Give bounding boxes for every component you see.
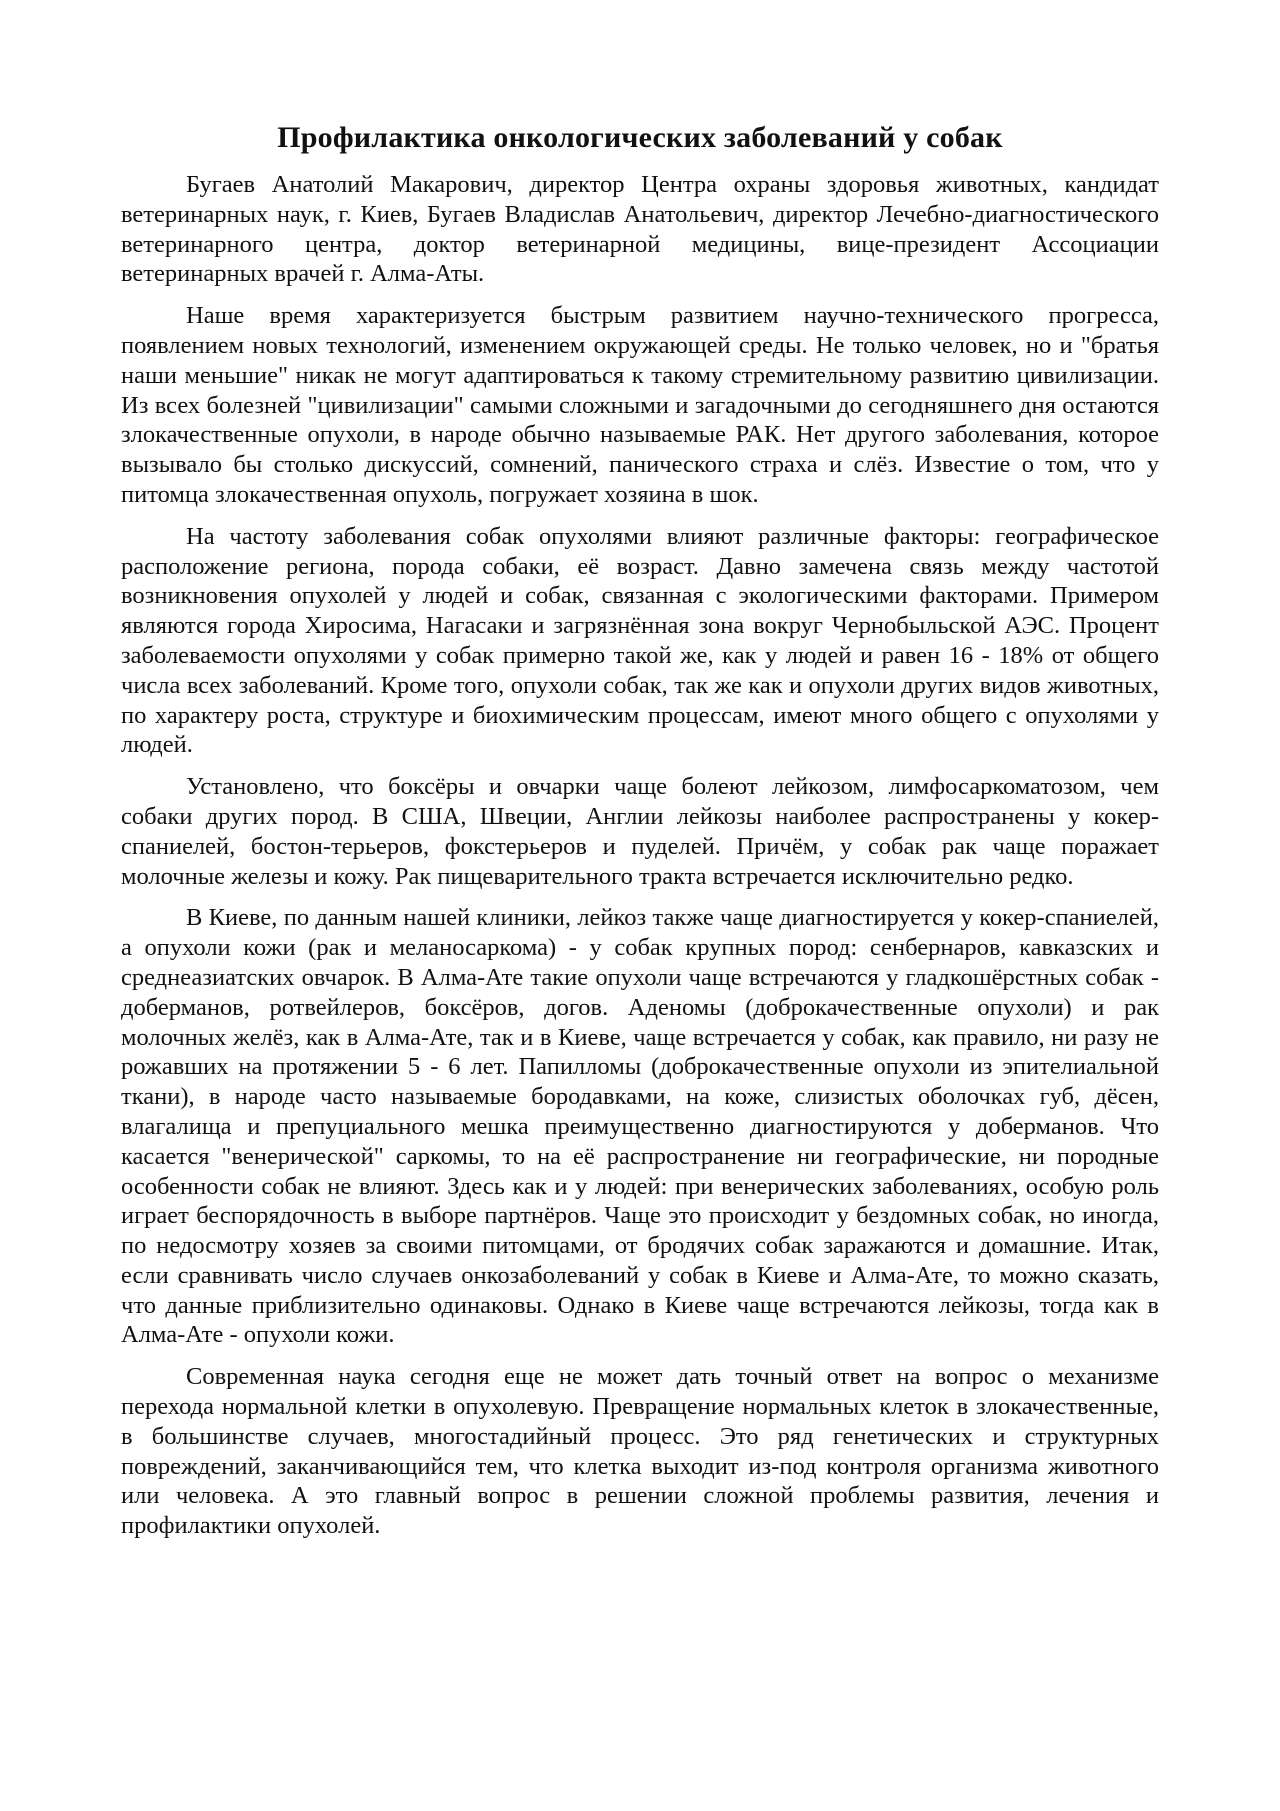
body-paragraph: Установлено, что боксёры и овчарки чаще болеют лейкозом, лимфосаркоматозом, чем собаки других пород. В США, Швеции, Англии лейкозы наиболее распространены у кокер-спаниелей, бостон-терьеров, фокстерьеров и пуделей. Причём, у собак рак чаще поражает молочные железы и кожу. Рак пищеварительного тракта встречается исключительно редко. <box>121 773 1159 890</box>
body-paragraph: На частоту заболевания собак опухолями влияют различные факторы: географическое расположение региона, порода собаки, её возраст. Давно замечена связь между частотой возникновения опухолей у людей и собак, связанная с экологическими факторами. Примером являются города Хиросима, Нагасаки и загрязнённая зона вокруг Чернобыльской АЭС. Процент заболеваемости опухолями у собак примерно такой же, как у людей и равен 16 - 18% от общего числа всех заболеваний. Кроме того, опухоли собак, так же как и опухоли других видов животных, по характеру роста, структуре и биохимическим процессам, имеют много общего с опухолями у людей. <box>121 522 1159 759</box>
document-title: Профилактика онкологических заболеваний у собак <box>277 121 1003 154</box>
body-paragraph: Наше время характеризуется быстрым развитием научно-технического прогресса, появлением новых технологий, изменением окружающей среды. Не только человек, но и "братья наши меньшие" никак не могут адаптироваться к такому стремительному развитию цивилизации. Из всех болезней "цивилизации" самыми сложными и загадочными до сегодняшнего дня остаются злокачественные опухоли, в народе обычно называемые РАК. Нет другого заболевания, которое вызывало бы столько дискуссий, сомнений, панического страха и слёз. Известие о том, что у питомца злокачественная опухоль, погружает хозяина в шок. <box>121 302 1159 508</box>
authors-paragraph: Бугаев Анатолий Макарович, директор Центра охраны здоровья животных, кандидат ветеринарных наук, г. Киев, Бугаев Владислав Анатольевич, директор Лечебно-диагностического ветеринарного центра, доктор ветеринарной медицины, вице-президент Ассоциации ветеринарных врачей г. Алма-Аты. <box>121 171 1159 288</box>
document-body <box>121 120 1159 1553</box>
body-paragraph: В Киеве, по данным нашей клиники, лейкоз также чаще диагностируется у кокер-спаниелей, а опухоли кожи (рак и меланосаркома) - у собак крупных пород: сенбернаров, кавказских и среднеазиатских овчарок. В Алма-Ате такие опухоли чаще встречаются у гладкошёрстных собак - доберманов, ротвейлеров, боксёров, догов. Аденомы (доброкачественные опухоли) и рак молочных желёз, как в Алма-Ате, так и в Киеве, чаще встречается у собак, как правило, ни разу не рожавших на протяжении 5 - 6 лет. Папилломы (доброкачественные опухоли из эпителиальной ткани), в народе часто называемые бородавками, на коже, слизистых оболочках губ, дёсен, влагалища и препуциального мешка преимущественно диагностируются у доберманов. Что касается "венерической" саркомы, то на её распространение ни географические, ни породные особенности собак не влияют. Здесь как и у людей: при венерических заболеваниях, особую роль играет беспорядочность в выборе партнёров. Чаще это происходит у бездомных собак, но иногда, по недосмотру хозяев за своими питомцами, от бродячих собак заражаются и домашние. Итак, если сравнивать число случаев онкозаболеваний у собак в Киеве и Алма-Ате, то можно сказать, что данные приблизительно одинаковы. Однако в Киеве чаще встречаются лейкозы, тогда как в Алма-Ате - опухоли кожи. <box>121 904 1159 1349</box>
body-paragraph: Современная наука сегодня еще не может дать точный ответ на вопрос о механизме перехода нормальной клетки в опухолевую. Превращение нормальных клеток в злокачественные, в большинстве случаев, многостадийный процесс. Это ряд генетических и структурных повреждений, заканчивающийся тем, что клетка выходит из-под контроля организма животного или человека. А это главный вопрос в решении сложной проблемы развития, лечения и профилактики опухолей. <box>121 1363 1159 1540</box>
